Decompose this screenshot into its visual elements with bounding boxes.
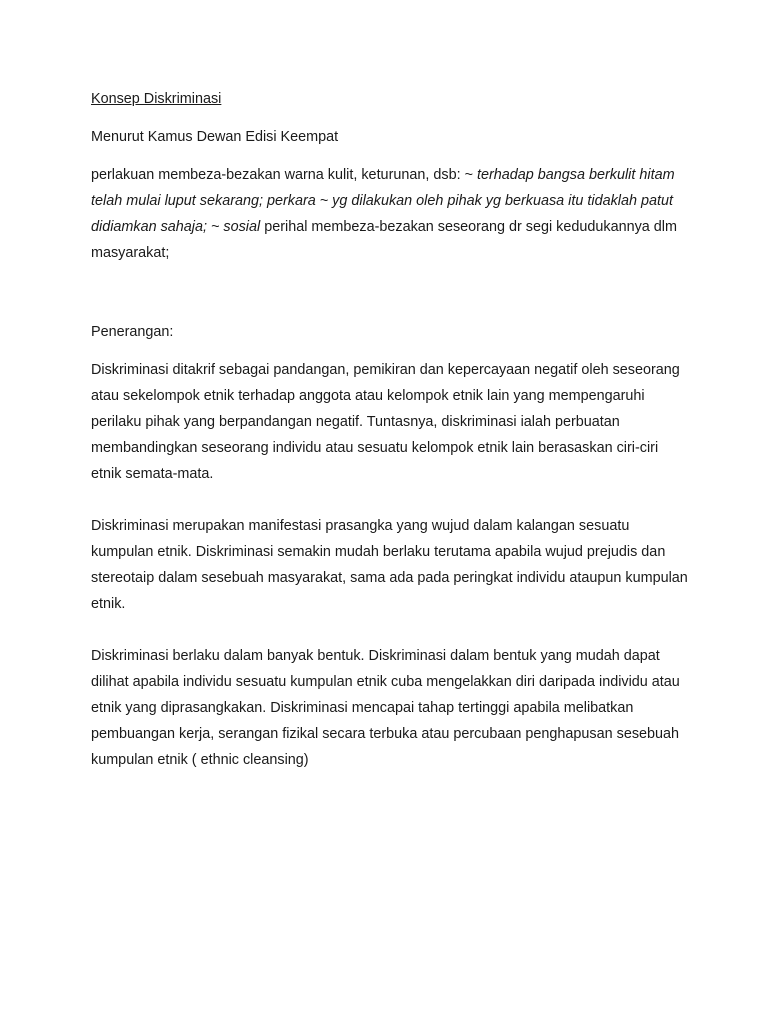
document-title: Konsep Diskriminasi: [91, 91, 222, 107]
section-heading: Penerangan:: [91, 324, 174, 340]
document-page: [91, 86, 691, 785]
definition-text-2: perihal membeza-bezakan seseorang dr segi kedudukannya dlm masyarakat;: [91, 219, 677, 261]
definition-paragraph: [91, 162, 691, 266]
definition-italic-text: terhadap bangsa berkulit hitam telah mulai luput sekarang; perkara ~ yg dilakukan oleh pihak yg berkuasa itu tidaklah patut didiamkan sahaja; ~ sosial: [91, 167, 675, 235]
definition-text-1: perlakuan membeza-bezakan warna kulit, keturunan, dsb: ~: [91, 167, 477, 183]
body-paragraph-1: Diskriminasi ditakrif sebagai pandangan, pemikiran dan kepercayaan negatif oleh seseorang atau sekelompok etnik terhadap anggota atau kelompok etnik lain yang mempengaruhi perilaku pihak yang berpandangan negatif. Tuntasnya, diskriminasi ialah perbuatan membandingkan seseorang individu atau sesuatu kelompok etnik lain berasaskan ciri-ciri etnik semata-mata.: [91, 362, 680, 482]
body-paragraph-2: Diskriminasi merupakan manifestasi prasangka yang wujud dalam kalangan sesuatu kumpulan etnik. Diskriminasi semakin mudah berlaku terutama apabila wujud prejudis dan stereotaip dalam sesebuah masyarakat, sama ada pada peringkat individu ataupun kumpulan etnik.: [91, 518, 688, 612]
body-paragraph-3: Diskriminasi berlaku dalam banyak bentuk. Diskriminasi dalam bentuk yang mudah dapat dilihat apabila individu sesuatu kumpulan etnik cuba mengelakkan diri daripada individu atau etnik yang diprasangkakan. Diskriminasi mencapai tahap tertinggi apabila melibatkan pembuangan kerja, serangan fizikal secara terbuka atau percubaan penghapusan sesebuah kumpulan etnik ( ethnic cleansing): [91, 648, 680, 768]
document-subtitle: Menurut Kamus Dewan Edisi Keempat: [91, 129, 339, 145]
